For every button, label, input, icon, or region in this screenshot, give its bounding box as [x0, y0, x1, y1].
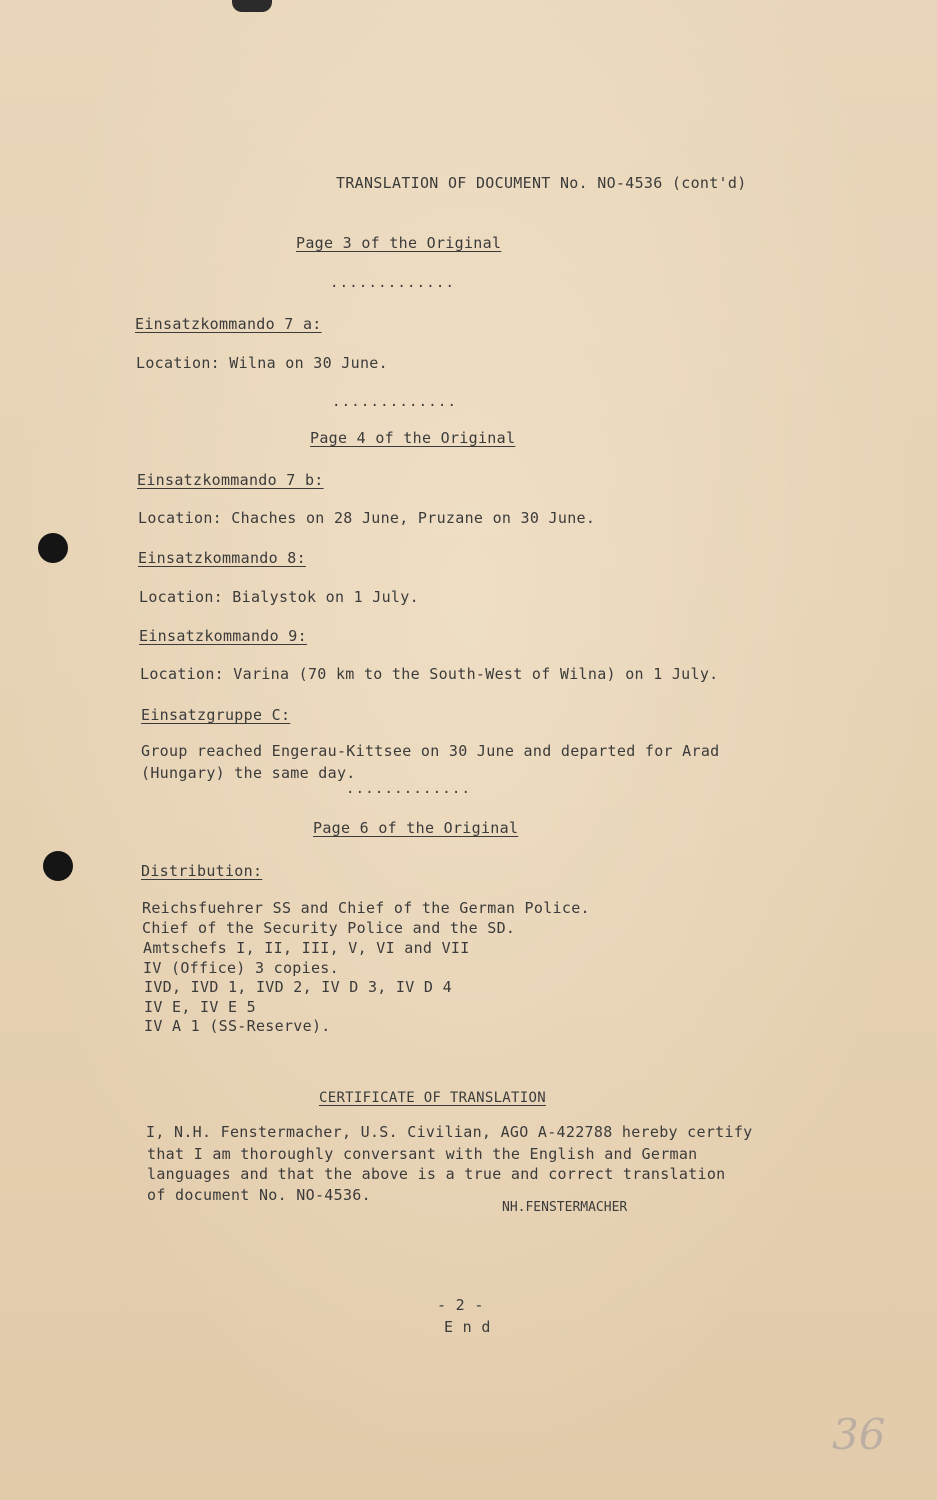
punch-hole-bottom — [43, 851, 73, 881]
paper-clip — [232, 0, 272, 12]
distribution-line-1: Reichsfuehrer SS and Chief of the German Police. — [142, 899, 590, 917]
ek7b-location: Location: Chaches on 28 June, Pruzane on 30 June. — [138, 509, 596, 527]
certificate-line-4: of document No. NO-4536. — [147, 1186, 371, 1204]
separator-1: ............. — [330, 275, 456, 291]
page-4-heading: Page 4 of the Original — [310, 429, 516, 447]
ek7a-location: Location: Wilna on 30 June. — [136, 354, 388, 372]
egc-title: Einsatzgruppe C: — [141, 706, 291, 724]
certificate-line-1: I, N.H. Fenstermacher, U.S. Civilian, AGO A-422788 hereby certify — [146, 1123, 753, 1141]
ek8-location: Location: Bialystok on 1 July. — [139, 588, 419, 606]
distribution-line-5: IVD, IVD 1, IVD 2, IV D 3, IV D 4 — [144, 978, 452, 996]
ek9-title: Einsatzkommando 9: — [139, 627, 307, 645]
punch-hole-top — [38, 533, 68, 563]
certificate-line-2: that I am thoroughly conversant with the English and German — [147, 1145, 698, 1163]
distribution-title: Distribution: — [141, 862, 263, 880]
distribution-line-7: IV A 1 (SS-Reserve). — [144, 1017, 331, 1035]
certificate-title: CERTIFICATE OF TRANSLATION — [319, 1090, 546, 1106]
handwritten-page-number: 36 — [832, 1410, 886, 1459]
separator-3: ............. — [346, 781, 472, 797]
translator-signature: NH.FENSTERMACHER — [502, 1200, 628, 1215]
egc-text-line-1: Group reached Engerau-Kittsee on 30 June and departed for Arad — [141, 742, 720, 760]
end-marker: E n d — [444, 1318, 491, 1336]
egc-text-line-2: (Hungary) the same day. — [141, 764, 356, 782]
ek7b-title: Einsatzkommando 7 b: — [137, 471, 324, 489]
distribution-line-6: IV E, IV E 5 — [144, 998, 256, 1016]
ek9-location: Location: Varina (70 km to the South-West of Wilna) on 1 July. — [140, 665, 719, 683]
distribution-line-4: IV (Office) 3 copies. — [143, 959, 339, 977]
ek8-title: Einsatzkommando 8: — [138, 549, 306, 567]
page-3-heading: Page 3 of the Original — [296, 234, 502, 252]
page-number: - 2 - — [437, 1296, 484, 1314]
ek7a-title: Einsatzkommando 7 a: — [135, 315, 322, 333]
separator-2: ............. — [332, 394, 458, 410]
distribution-line-3: Amtschefs I, II, III, V, VI and VII — [143, 939, 470, 957]
certificate-line-3: languages and that the above is a true and correct translation — [147, 1165, 726, 1183]
page-6-heading: Page 6 of the Original — [313, 819, 519, 837]
distribution-line-2: Chief of the Security Police and the SD. — [142, 919, 516, 937]
document-header: TRANSLATION OF DOCUMENT No. NO-4536 (cont'd) — [336, 174, 747, 192]
